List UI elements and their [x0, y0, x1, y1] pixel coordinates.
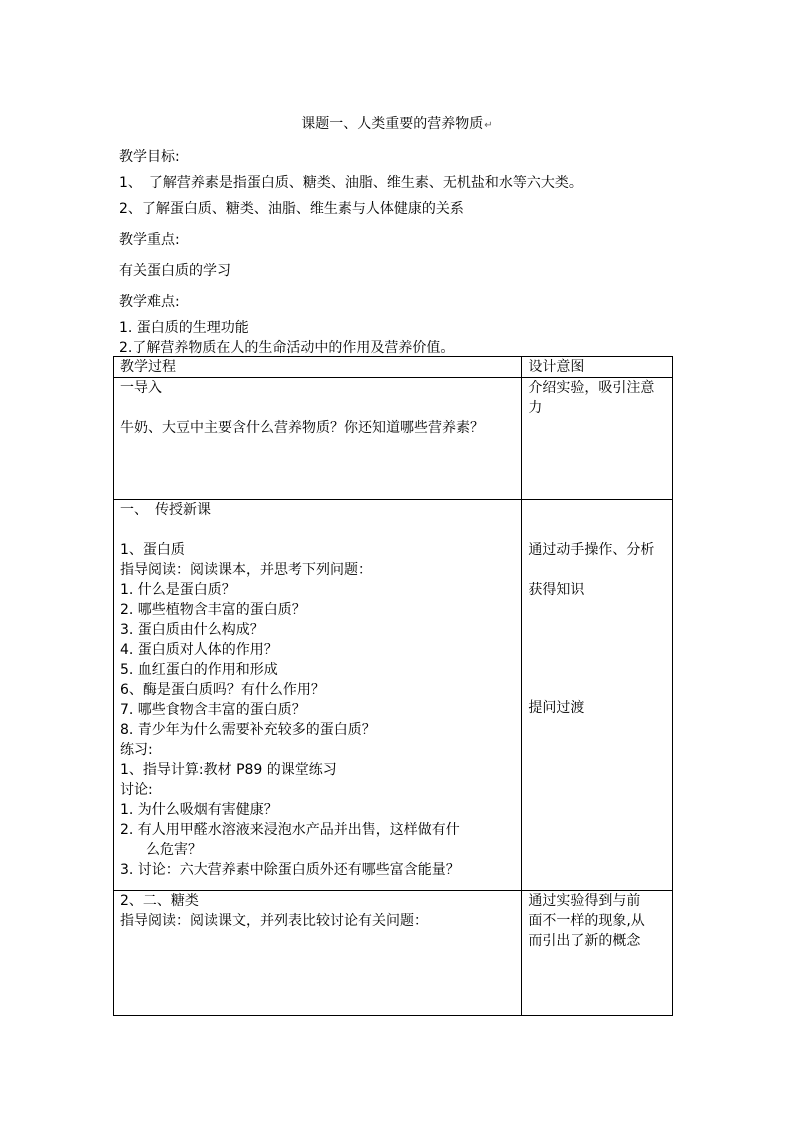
question-1: 1. 什么是蛋白质？ — [120, 582, 236, 598]
new-lesson-process-cell — [114, 500, 522, 891]
question-6: 6、酶是蛋白质吗？有什么作用？ — [120, 682, 325, 698]
difficulty-heading: 教学难点: — [119, 294, 180, 310]
intro-text: 牛奶、大豆中主要含什么营养物质？你还知道哪些营养素？ — [120, 420, 484, 436]
protein-guide: 指导阅读：阅读课本，并思考下列问题： — [120, 562, 372, 578]
lesson-title — [0, 113, 794, 133]
table-row-new-lesson — [114, 500, 673, 891]
intro-heading: 一导入 — [120, 380, 162, 396]
sugar-intent-cell — [522, 891, 673, 1016]
discussion-2-continued: 么危害？ — [146, 842, 202, 858]
key-text: 有关蛋白质的学习 — [119, 263, 231, 279]
table-row-intro — [114, 378, 673, 500]
exercise-heading: 练习: — [120, 742, 153, 758]
new-lesson-intent-2: 获得知识 — [528, 582, 585, 598]
exercise-item: 1、指导计算:教材 P89 的课堂练习 — [120, 762, 337, 778]
question-2: 2. 哪些植物含丰富的蛋白质？ — [120, 602, 306, 618]
sugar-guide: 指导阅读：阅读课文，并列表比较讨论有关问题： — [120, 913, 428, 929]
paragraph-mark-icon: ↵ — [484, 120, 493, 131]
intro-intent: 介绍实验，吸引注意力 — [528, 380, 655, 416]
table-row-sugar — [114, 891, 673, 1016]
new-lesson-intent-1: 通过动手操作、分析 — [528, 542, 655, 558]
difficulty-1: 1. 蛋白质的生理功能 — [119, 320, 249, 336]
new-lesson-heading: 一、 传授新课 — [120, 502, 211, 518]
sugar-intent-2: 面不一样的现象,从 — [528, 913, 645, 929]
difficulty-2: 2.了解营养物质在人的生命活动中的作用及营养价值。 — [119, 340, 455, 356]
intro-process-cell — [114, 378, 522, 500]
intro-intent-cell — [522, 378, 673, 500]
sugar-process-cell — [114, 891, 522, 1016]
question-3: 3. 蛋白质由什么构成？ — [120, 622, 264, 638]
question-4: 4. 蛋白质对人体的作用？ — [120, 642, 278, 658]
new-lesson-intent-cell — [522, 500, 673, 891]
sugar-heading: 2、二、糖类 — [120, 893, 199, 909]
lesson-plan-table — [113, 356, 673, 1016]
new-lesson-intent-3: 提问过渡 — [528, 700, 585, 716]
discussion-1: 1. 为什么吸烟有害健康？ — [120, 802, 278, 818]
objective-2: 2、了解蛋白质、糖类、油脂、维生素与人体健康的关系 — [119, 201, 464, 217]
sugar-intent-3: 而引出了新的概念 — [528, 933, 641, 949]
question-5: 5. 血红蛋白的作用和形成 — [120, 662, 278, 678]
discussion-3: 3. 讨论：六大营养素中除蛋白质外还有哪些富含能量？ — [120, 862, 460, 878]
objectives-heading: 教学目标: — [119, 149, 180, 165]
header-process: 教学过程 — [114, 357, 522, 378]
key-heading: 教学重点: — [119, 232, 180, 248]
header-intent: 设计意图 — [522, 357, 673, 378]
sugar-intent-1: 通过实验得到与前 — [528, 893, 641, 909]
discussion-2: 2. 有人用甲醛水溶液来浸泡水产品并出售，这样做有什 — [120, 822, 460, 838]
table-header-row — [114, 357, 673, 378]
question-7: 7. 哪些食物含丰富的蛋白质？ — [120, 702, 306, 718]
protein-subheading: 1、蛋白质 — [120, 542, 185, 558]
question-8: 8. 青少年为什么需要补充较多的蛋白质？ — [120, 722, 376, 738]
discussion-heading: 讨论: — [120, 782, 153, 798]
lesson-title-text: 课题一、人类重要的营养物质 — [301, 116, 484, 132]
objective-1: 1、 了解营养素是指蛋白质、糖类、油脂、维生素、无机盐和水等六大类。 — [119, 175, 583, 191]
